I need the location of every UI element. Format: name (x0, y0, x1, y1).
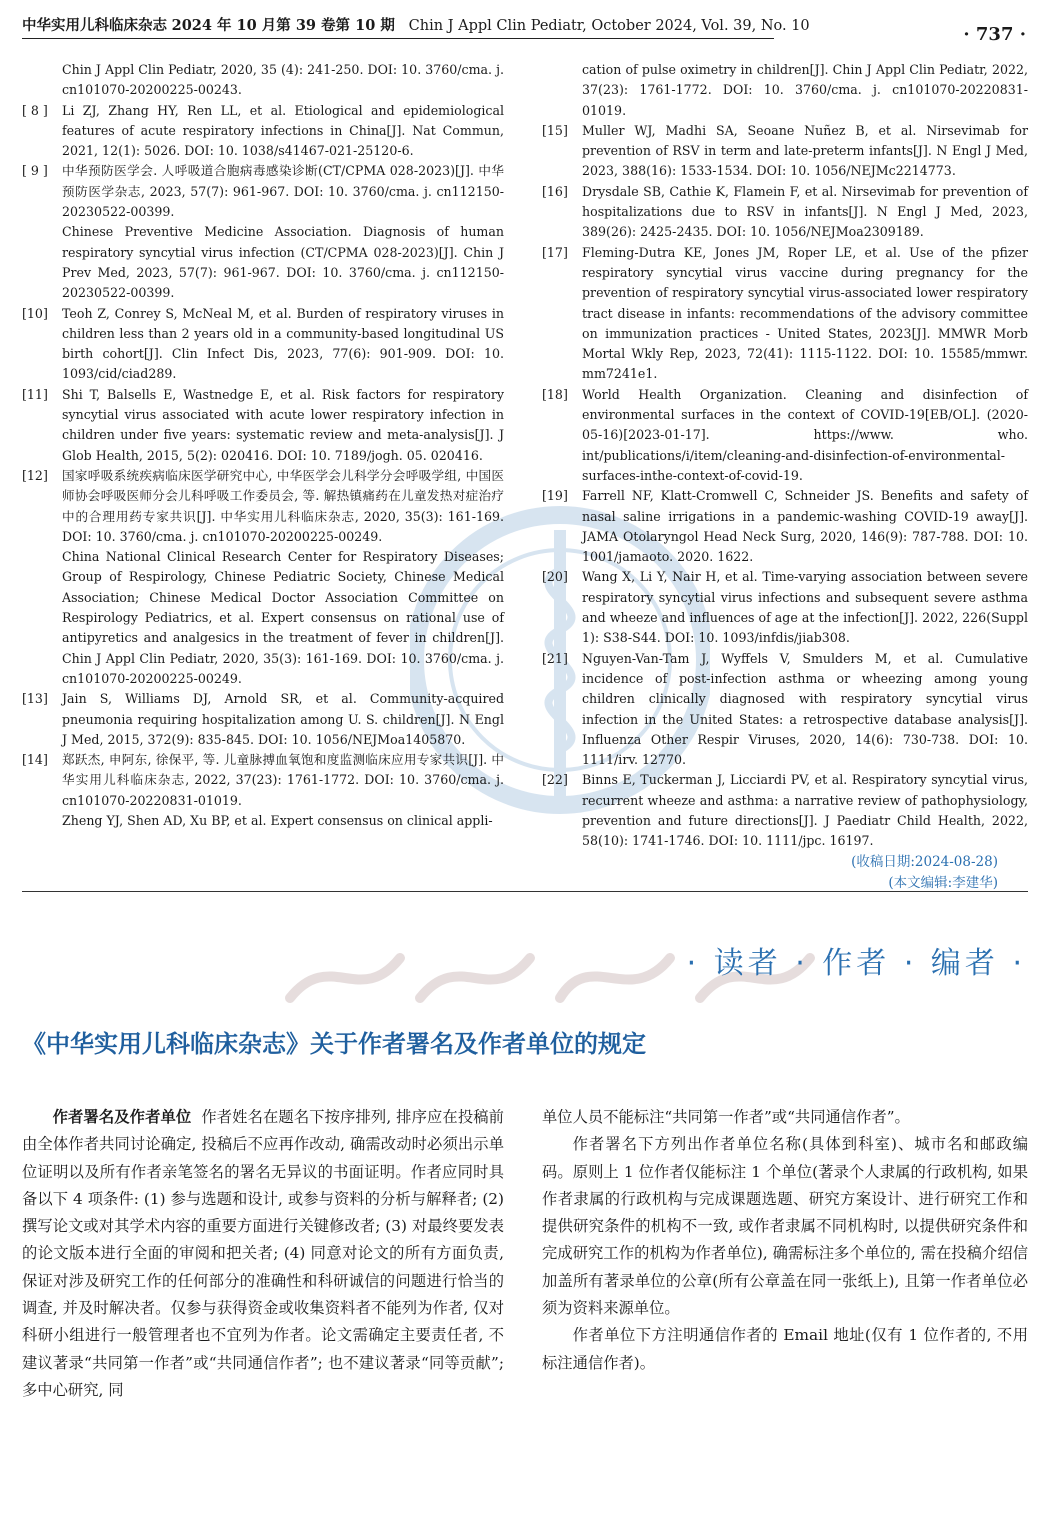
reference-number: [15] (542, 122, 568, 138)
reference-number: [ 8 ] (22, 102, 48, 118)
reference-item (22, 750, 504, 831)
issue-info-cn: 2024 年 10 月第 39 卷第 10 期 (171, 17, 395, 34)
lead-label: 作者署名及作者单位 (52, 1108, 192, 1126)
reference-item (542, 182, 1028, 243)
journal-name-en: Chin J Appl Clin Pediatr, October 2024, Vol. 39, No. 10 (408, 18, 810, 34)
body-right-column (542, 1104, 1028, 1377)
reference-text: Li ZJ, Zhang HY, Ren LL, et al. Etiological and epidemiological features of acute respiratory infections in China[J]. Nat Commun, 2021, 12(1): 5026. DOI: 10. 1038/s41467-021-25120-6. (62, 102, 504, 159)
reference-item (542, 649, 1028, 771)
reference-number: [ 9 ] (22, 163, 48, 179)
reference-item (22, 304, 504, 385)
reference-translation: Zheng YJ, Shen AD, Xu BP, et al. Expert consensus on clinical appli- (62, 812, 493, 828)
reference-number: [20] (542, 569, 568, 585)
reference-item (22, 60, 504, 101)
journal-name-cn: 中华实用儿科临床杂志 (22, 17, 167, 34)
references-right-column (542, 60, 1028, 894)
reference-number: [21] (542, 650, 568, 666)
reference-number: [18] (542, 386, 568, 402)
reference-item (542, 385, 1028, 486)
reference-number: [17] (542, 244, 568, 260)
page-number: · 737 · (963, 24, 1026, 45)
reference-number: [10] (22, 305, 48, 321)
reference-text: cation of pulse oximetry in children[J]. Chin J Appl Clin Pediatr, 2022, 37(23): 1761-1772. DOI: 10. 3760/cma. j. cn101070-20220831-01019. (582, 62, 1028, 118)
section-divider (22, 891, 1028, 892)
reference-text: World Health Organization. Cleaning and disinfection of environmental surfaces in the context of COVID-19[EB/OL]. (2020-05-16)[2023-01-17]. https://www. who. int/publications/i/item/cleaning-and-disinfection-of-environmental-surfaces-inthe-context-of-covid-19. (582, 386, 1028, 483)
reference-text: Nguyen-Van-Tam J, Wyffels V, Smulders M, et al. Cumulative incidence of post-infection asthma or wheezing among young children clinically diagnosed with respiratory syncytial virus infection in the United States: a retrospective database analysis[J]. Influenza Other Respir Viruses, 2020, 14(6): 730-738. DOI: 10. 1111/irv. 12770. (582, 650, 1028, 768)
body-paragraph-3: 作者单位下方注明通信作者的 Email 地址(仅有 1 位作者的, 不用标注通信作者)。 (542, 1326, 1028, 1372)
reference-text: Teoh Z, Conrey S, McNeal M, et al. Burden of respiratory viruses in children less than 2 years old in a community-based longitudinal US birth cohort[J]. Clin Infect Dis, 2023, 77(6): 901-909. DOI: 10. 1093/cid/ciad289. (62, 305, 504, 382)
reference-text: 郑跃杰, 申阿东, 徐保平, 等. 儿童脉搏血氧饱和度监测临床应用专家共识[J]. 中华实用儿科临床杂志, 2022, 37(23): 1761-1772. DOI: 10. 3760/cma. j. cn101070-20220831-01019. (62, 752, 504, 808)
body-paragraph-1-continued: 单位人员不能标注“共同第一作者”或“共同通信作者”。 (542, 1108, 910, 1126)
reference-item (22, 161, 504, 303)
reference-number: [22] (542, 772, 568, 788)
reference-number: [11] (22, 386, 48, 402)
running-header (22, 16, 810, 39)
reference-number: [12] (22, 467, 48, 483)
body-left-column (22, 1104, 504, 1404)
reference-item (22, 101, 504, 162)
editor-credit: (本文编辑:李建华) (888, 874, 998, 891)
reference-item (542, 770, 1028, 851)
reference-item (542, 243, 1028, 385)
reference-item (542, 60, 1028, 121)
reference-number: [19] (542, 488, 568, 504)
reference-item (542, 567, 1028, 648)
reference-text: Drysdale SB, Cathie K, Flamein F, et al. Nirsevimab for prevention of hospitalizations due to RSV in infants[J]. N Engl J Med, 2023, 389(26): 2425-2435. DOI: 10. 1056/NEJMoa2309189. (582, 183, 1028, 240)
reference-text: Wang X, Li Y, Nair H, et al. Time-varying association between severe respiratory syncytial virus infections and subsequent severe asthma and wheeze and influences of age at the infection[J]. 2022, 226(Suppl 1): S38-S44. DOI: 10. 1093/infdis/jiab308. (582, 569, 1028, 646)
reference-number: [13] (22, 691, 48, 707)
reference-text: Muller WJ, Madhi SA, Seoane Nuñez B, et al. Nirsevimab for prevention of RSV in term and late-preterm infants[J]. N Engl J Med, 2023, 388(16): 1533-1534. DOI: 10. 1056/NEJMc2214773. (582, 122, 1028, 179)
paragraph-text: 作者姓名在题名下按序排列, 排序应在投稿前由全体作者共同讨论确定, 投稿后不应再作改动, 确需改动时必须出示单位证明以及所有作者亲笔签名的署名无异议的书面证明。作者应同时具备以下 4 项条件: (1) 参与选题和设计, 或参与资料的分析与解释者; (2) 撰写论文或对其学术内容的重要方面进行关键修改者; (3) 对最终要发表的论文版本进行全面的审阅和把关者; (4) 同意对论文的所有方面负责, 保证对涉及研究工作的任何部分的准确性和科研诚信的问题进行恰当的调查, 并及时解决者。仅参与获得资金或收集资料者不能列为作者, 仅对科研小组进行一般管理者也不宜列为作者。论文需确定主要责任者, 不建议著录“共同第一作者”或“共同通信作者”; 也不建议著录“同等贡献”; 多中心研究, 同 (22, 1108, 504, 1399)
section-label: · 读者 · 作者 · 编者 · (686, 946, 1026, 981)
reference-item (22, 689, 504, 750)
reference-translation: China National Clinical Research Center for Respiratory Diseases; Group of Respirology, Chinese Pediatric Society, Chinese Medical Association; Chinese Medical Doctor Association Committee on Respirology Pediatrics, et al. Expert consensus on rational use of antipyretics and analgesics in the treatment of fever in children[J]. Chin J Appl Clin Pediatr, 2020, 35(3): 161-169. DOI: 10. 3760/cma. j. cn101070-20200225-00249. (62, 549, 504, 686)
received-date: (收稿日期:2024-08-28) (851, 853, 998, 870)
reference-item (22, 466, 504, 689)
article-title: 《中华实用儿科临床杂志》关于作者署名及作者单位的规定 (22, 1030, 646, 1058)
reference-item (542, 121, 1028, 182)
reference-number: [14] (22, 752, 48, 768)
body-paragraph-1 (22, 1104, 504, 1404)
reference-item (542, 486, 1028, 567)
reference-item (22, 385, 504, 466)
reference-number: [16] (542, 183, 568, 199)
reference-text: Binns E, Tuckerman J, Licciardi PV, et al. Respiratory syncytial virus, recurrent wheeze and asthma: a narrative review of pathophysiology, prevention and future directions[J]. J Paediatr Child Health, 2022, 58(10): 1741-1746. DOI: 10. 1111/jpc. 16197. (582, 772, 1028, 849)
references-left-column (22, 60, 504, 831)
reference-text: Farrell NF, Klatt-Cromwell C, Schneider JS. Benefits and safety of nasal saline irrigations in a pandemic-washing COVID-19 away[J]. JAMA Otolaryngol Head Neck Surg, 2020, 146(9): 787-788. DOI: 10. 1001/jamaoto. 2020. 1622. (582, 488, 1028, 565)
reference-text: Chin J Appl Clin Pediatr, 2020, 35 (4): 241-250. DOI: 10. 3760/cma. j. cn101070-20200225-00243. (62, 62, 504, 98)
reference-text: Jain S, Williams DJ, Arnold SR, et al. Community-acquired pneumonia requiring hospitalization among U. S. children[J]. N Engl J Med, 2015, 372(9): 835-845. DOI: 10. 1056/NEJMoa1405870. (62, 691, 504, 747)
reference-text: 中华预防医学会. 人呼吸道合胞病毒感染诊断(CT/CPMA 028-2023)[J]. 中华预防医学杂志, 2023, 57(7): 961-967. DOI: 10. 3760/cma. j. cn112150-20230522-00399. (62, 163, 504, 220)
reference-text: 国家呼吸系统疾病临床医学研究中心, 中华医学会儿科学分会呼吸学组, 中国医师协会呼吸医师分会儿科呼吸工作委员会, 等. 解热镇痛药在儿童发热对症治疗中的合理用药专家共识[J]. 中华实用儿科临床杂志, 2020, 35(3): 161-169. DOI: 10. 3760/cma. j. cn101070-20200225-00249. (62, 467, 504, 544)
reference-translation: Chinese Preventive Medicine Association. Diagnosis of human respiratory syncytial virus infection (CT/CPMA 028-2023)[J]. Chin J Prev Med, 2023, 57(7): 961-967. DOI: 10. 3760/cma. j. cn112150-20230522-00399. (62, 224, 504, 301)
reference-text: Fleming-Dutra KE, Jones JM, Roper LE, et al. Use of the pfizer respiratory syncytial virus vaccine during pregnancy for the prevention of respiratory syncytial virus-associated lower respiratory tract disease in infants: recommendations of the advisory committee on immunization practices - United States, 2023[J]. MMWR Morb Mortal Wkly Rep, 2023, 72(41): 1115-1122. DOI: 10. 15585/mmwr. mm7241e1. (582, 244, 1028, 382)
reference-text: Shi T, Balsells E, Wastnedge E, et al. Risk factors for respiratory syncytial virus associated with acute lower respiratory infection in children under five years: systematic review and meta-analysis[J]. J Glob Health, 2015, 5(2): 020416. DOI: 10. 7189/jogh. 05. 020416. (62, 386, 504, 463)
body-paragraph-2: 作者署名下方列出作者单位名称(具体到科室)、城市名和邮政编码。原则上 1 位作者仅能标注 1 个单位(著录个人隶属的行政机构, 如果作者隶属的行政机构与完成课题选题、研究方案设计、进行研究工作和提供研究条件的机构不一致, 或作者隶属不同机构时, 以提供研究条件和完成研究工作的机构为作者单位), 确需标注多个单位的, 需在投稿介绍信加盖所有著录单位的公章(所有公章盖在同一张纸上), 且第一作者单位必须为资料来源单位。 (542, 1135, 1028, 1318)
